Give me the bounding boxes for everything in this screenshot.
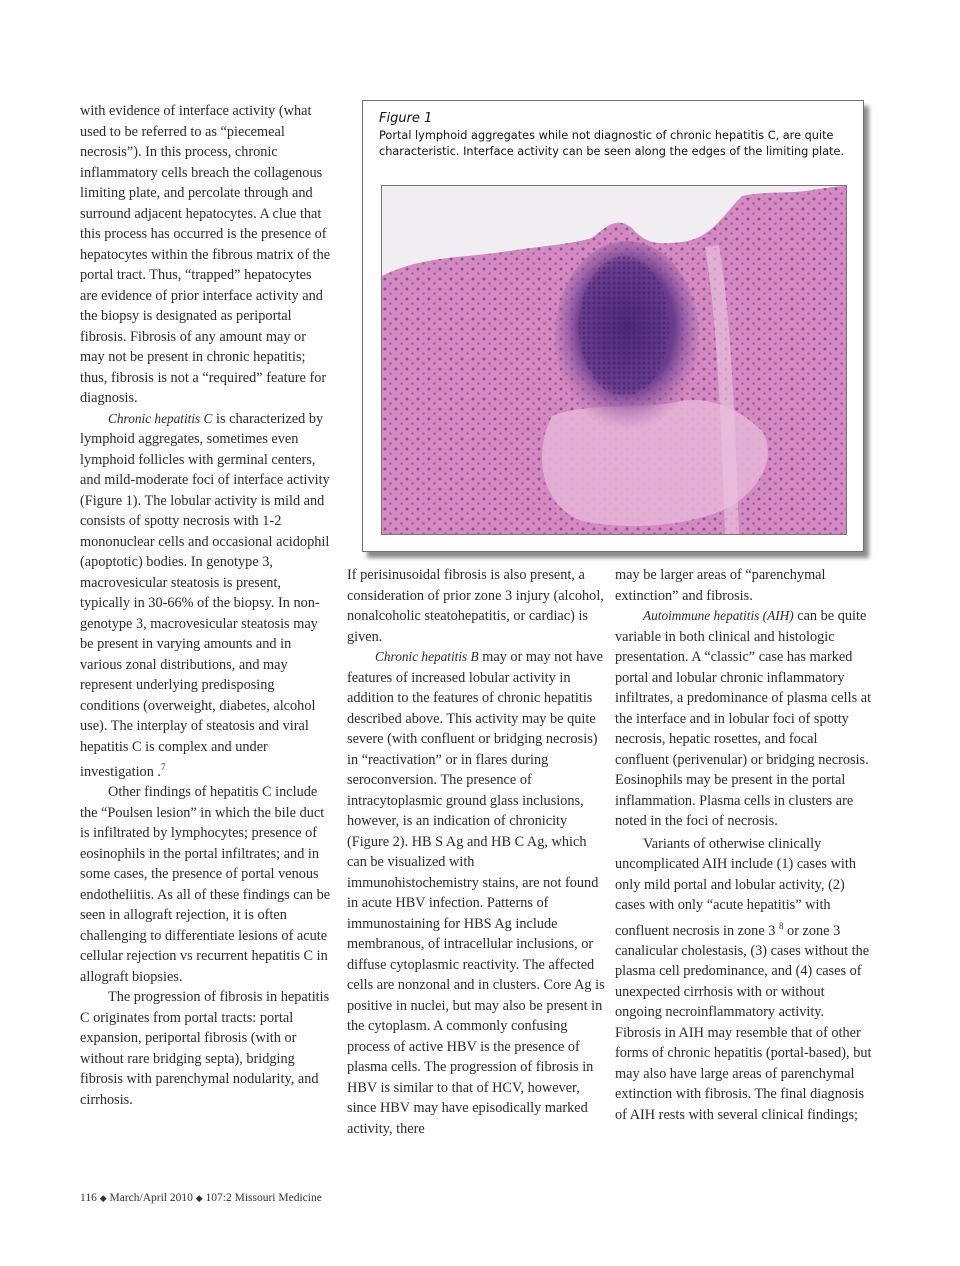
paragraph: may be larger areas of “parenchymal extinction” and fibrosis. (615, 567, 826, 604)
term-chronic-hepatitis-b: Chronic hepatitis B (375, 649, 479, 664)
reference-7[interactable]: 7 (161, 762, 166, 772)
journal-name: 107:2 Missouri Medicine (205, 1192, 322, 1204)
paragraph-text: is characterized by lymphoid aggregates, sometimes even lymphoid follicles with germinal centers, and mild-moderate foci of interface activity (Figure 1). The lobular activity is mild and consists of spotty necrosis with 1-2 mononuclear cells and occasional acidophil (apoptotic) bodies. In genotype 3, macrovesicular steatosis is present, typically in 30-66% of the biopsy. In non-genotype 3, macrovesicular steatosis may be present in varying amounts and in various zonal distributions, and may represent underlying predisposing conditions (overweight, diabetes, alcohol use). The interplay of steatosis and viral hepatitis C is complex and under investigation . (80, 410, 330, 780)
figure-caption: Portal lymphoid aggregates while not diagnostic of chronic hepatitis C, are quite characteristic. Interface activity can be seen along the edges of the limiting plate. (379, 129, 845, 158)
paragraph-text: or zone 3 canalicular cholestasis, (3) cases without the plasma cell predominance, and (4) cases of unexpected cirrhosis with or without ongoing necroinflammatory activity. Fibrosis in AIH may resemble that of other forms of chronic hepatitis (portal-based), but may also have large areas of parenchymal extinction with fibrosis. The final diagnosis of AIH rests with several clinical findings; (615, 922, 872, 1123)
paragraph-text: can be quite variable in both clinical and histologic presentation. A “classic” case has marked portal and lobular chronic inflammatory infiltrates, a predominance of plasma cells at the interface and in lobular foci of spotty necrosis, hepatic rosettes, and focal confluent (perivenular) or bridging necrosis. Eosinophils may be present in the portal inflammation. Plasma cells in clusters are noted in the foci of necrosis. (615, 608, 872, 829)
figure-title: Figure 1 (379, 111, 433, 126)
footer-separator: ◆ (195, 1193, 203, 1203)
figure-1 (362, 100, 864, 552)
page-number: 116 (80, 1192, 97, 1204)
paragraph (347, 647, 605, 1139)
page-footer (80, 1192, 322, 1204)
paragraph: with evidence of interface activity (what used to be referred to as “piecemeal necrosis”). In this process, chronic inflammatory cells breach the collagenous limiting plate, and percolate through and surround adjacent hepatocytes. A clue that this process has occurred is the presence of hepatocytes within the fibrous matrix of the portal tract. Thus, “trapped” hepatocytes are evidence of prior interface activity and the biopsy is designated as periportal fibrosis. Fibrosis of any amount may or may not be present in chronic hepatitis; thus, fibrosis is not a “required” feature for diagnosis. (80, 103, 331, 406)
footer-separator: ◆ (99, 1193, 107, 1203)
paragraph (615, 606, 873, 832)
paragraph: Other findings of hepatitis C include the “Poulsen lesion” in which the bile duct is infiltrated by lymphocytes; presence of eosinophils in the portal infiltrates; and in some cases, the presence of portal venous endotheliitis. As all of these findings can be seen in allograft rejection, it is often challenging to differentiate lesions of acute cellular rejection vs recurrent hepatitis C in allograft biopsies. (80, 784, 331, 985)
middle-column (347, 565, 605, 1139)
paragraph: If perisinusoidal fibrosis is also present, a consideration of prior zone 3 injury (alcohol, nonalcoholic steatohepatitis, or cardiac) is given. (347, 567, 604, 645)
paragraph-text: may or may not have features of increased lobular activity in addition to the features of chronic hepatitis described above. This activity may be quite severe (with confluent or bridging necrosis) in “reactivation” or in flares during seroconversion. The presence of intracytoplasmic ground glass inclusions, however, is an indication of chronicity (Figure 2). HB S Ag and HB C Ag, which can be visualized with immunohistochemistry stains, are not found in acute HBV infection. Patterns of immunostaining for HBS Ag include membranous, of intracellular inclusions, or diffuse cytoplasmic reactivity. The affected cells are nonzonal and in clusters. Core Ag is positive in nuclei, but may also be present in the cytoplasm. A commonly confusing process of active HBV is the presence of plasma cells. The progression of fibrosis in HBV is similar to that of HCV, however, since HBV may have episodically marked activity, there (347, 649, 605, 1137)
issue-date: March/April 2010 (109, 1192, 193, 1204)
paragraph (615, 834, 873, 1126)
paragraph: The progression of fibrosis in hepatitis C originates from portal tracts: portal expansion, periportal fibrosis (with or without rare bridging septa), bridging fibrosis with parenchymal nodularity, and cirrhosis. (80, 989, 330, 1108)
reference-8[interactable]: 8 (778, 920, 784, 931)
paragraph-text: Variants of otherwise clinically uncomplicated AIH include (1) cases with only mild portal and lobular activity, (2) cases with only “acute hepatitis” with confluent necrosis in zone 3 (615, 835, 856, 939)
term-autoimmune-hepatitis: Autoimmune hepatitis (AIH) (643, 608, 794, 623)
micrograph-image (381, 185, 847, 535)
lymphoid-aggregate-core (579, 256, 669, 396)
right-column (615, 565, 873, 1125)
paragraph (80, 409, 332, 783)
term-chronic-hepatitis-c: Chronic hepatitis C (108, 410, 213, 426)
left-column (80, 101, 332, 1110)
